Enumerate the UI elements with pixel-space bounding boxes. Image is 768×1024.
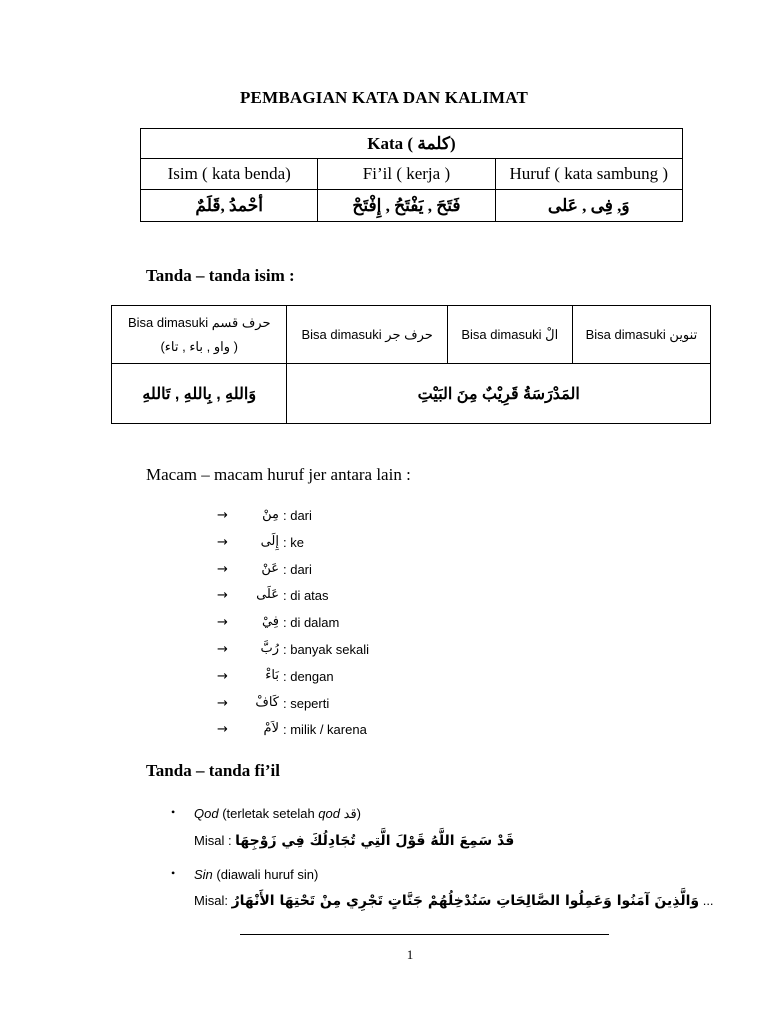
jer-arabic: إِلَى (260, 532, 279, 548)
isim-header-jar: Bisa dimasuki حرف جر (287, 306, 447, 364)
jer-meaning: : milik / karena (283, 722, 367, 738)
footer-divider (240, 934, 609, 935)
fiil-desc-ar-qod: قد (340, 806, 357, 821)
isim-example-sentence: المَدْرَسَةُ قَرِيْبٌ مِنَ البَيْتِ (287, 364, 711, 424)
jer-arabic: عَلَى (256, 586, 279, 602)
bullet-icon: • (171, 866, 176, 880)
misal-label-qod: Misal : (194, 833, 236, 848)
jer-arabic: فِيْ (261, 613, 279, 629)
fiil-desc-term-qod: qod (318, 806, 340, 821)
jer-meaning: : dengan (283, 668, 334, 684)
arrow-right-icon: → (217, 588, 228, 604)
jer-arabic: كَافْ (255, 693, 279, 709)
jer-meaning: : di dalam (283, 615, 340, 631)
kata-example-huruf: وَ, فِى , عَلى (495, 190, 682, 222)
arrow-right-icon: → (217, 642, 228, 657)
isim-header-tanwin: Bisa dimasuki تنوين (572, 306, 710, 364)
tanda-isim-heading: Tanda – tanda isim : (146, 266, 295, 285)
kata-table-header (141, 129, 683, 159)
arrow-right-icon: → (217, 534, 228, 550)
arrow-right-icon: → (217, 615, 228, 631)
misal-arabic-sin: وَالَّذِينَ آمَنُوا وَعَمِلُوا الصَّالِحَاتِ سَنُدْخِلُهُمْ جَنَّاتٍ تَجْرِي مِنْ تَحْتِهَا الأَنْهَارُ (231, 893, 700, 909)
jer-meaning: : dari (283, 561, 312, 577)
jer-meaning: : banyak sekali (283, 642, 369, 657)
misal-label-sin: Misal: (194, 893, 232, 908)
jer-arabic: رُبَّ (260, 640, 279, 655)
jer-arabic: مِنْ (262, 506, 279, 521)
misal-qod (194, 833, 514, 849)
kata-header-text: Kata ( كلمة) (367, 133, 456, 153)
kata-col-isim: Isim ( kata benda) (141, 159, 318, 190)
fiil-desc-sin: (diawali huruf sin) (212, 867, 319, 882)
fiil-item-sin (194, 867, 318, 882)
isim-header-qasam-line1: Bisa dimasuki حرف قسم (127, 314, 271, 330)
kata-example-isim: أحْمدُ ,قَلَمٌ (141, 190, 318, 222)
kata-col-fiil: Fi’il ( kerja ) (318, 159, 495, 190)
kata-col-huruf: Huruf ( kata sambung ) (495, 159, 682, 190)
jer-arabic: لاَمْ (263, 720, 279, 736)
kata-example-fiil: فَتَحَ , يَفْتَحُ , إِفْتَحْ (318, 190, 495, 222)
tanda-fiil-heading: Tanda – tanda fi’il (146, 761, 280, 780)
arrow-right-icon: → (217, 668, 228, 684)
arrow-right-icon: → (217, 722, 228, 738)
bullet-icon: • (171, 805, 176, 819)
arrow-right-icon: → (217, 695, 228, 711)
jer-meaning: : di atas (283, 588, 329, 604)
arrow-right-icon: → (217, 561, 228, 577)
jer-meaning: : seperti (283, 695, 330, 711)
fiil-desc-qod: (terletak setelah (218, 806, 319, 821)
isim-header-qasam (112, 306, 287, 364)
huruf-jer-heading: Macam – macam huruf jer antara lain : (146, 465, 411, 484)
fiil-item-qod (194, 806, 361, 822)
page-title: PEMBAGIAN KATA DAN KALIMAT (239, 88, 529, 107)
jer-meaning: : ke (283, 534, 304, 550)
jer-meaning: : dari (283, 508, 312, 523)
jer-arabic: عَنْ (261, 559, 279, 575)
tanda-isim-table (111, 305, 711, 424)
fiil-term-sin: Sin (194, 867, 213, 882)
fiil-desc-end-qod: ) (356, 806, 362, 821)
arrow-right-icon: → (217, 508, 228, 523)
isim-header-qasam-line2: (واو , باء , تاء ) (160, 338, 238, 354)
isim-example-qasam: وَاللهِ , بِاللهِ , تَاللهِ (112, 364, 287, 424)
jer-arabic: بَاءْ (265, 666, 279, 682)
page-number: 1 (406, 947, 414, 962)
kata-table (140, 128, 683, 222)
misal-sin (194, 893, 714, 909)
isim-header-al: Bisa dimasuki الْ (447, 306, 572, 364)
misal-arabic-qod: قَدْ سَمِعَ اللَّهُ قَوْلَ الَّتِي تُجَادِلُكَ فِي زَوْجِهَا (235, 833, 515, 849)
misal-end-sin: ... (699, 893, 714, 908)
fiil-term-qod: Qod (194, 806, 219, 821)
